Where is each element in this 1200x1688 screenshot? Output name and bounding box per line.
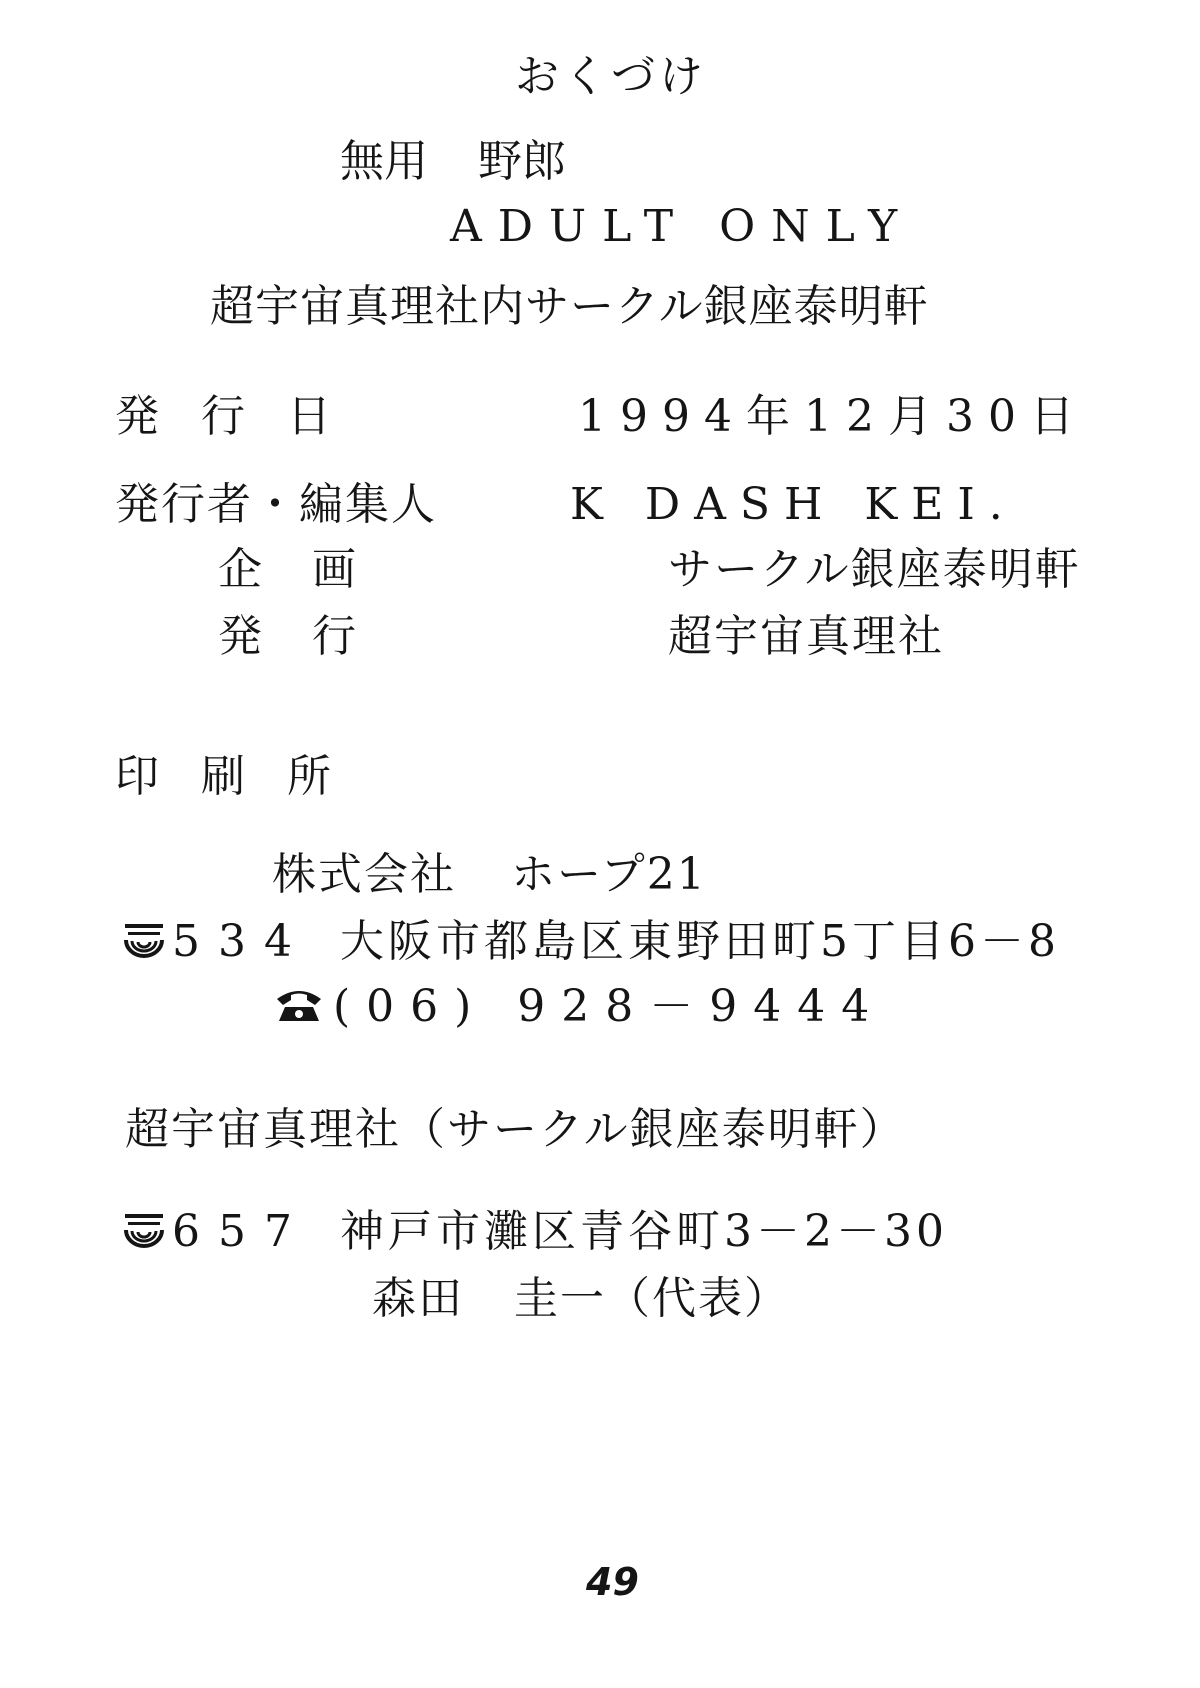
printer-address: 大阪市都島区東野田町5丁目6－8 — [339, 916, 1060, 967]
book-title-part-2: 野郎 — [478, 136, 566, 187]
representative-given-name: 圭一（代表） — [514, 1273, 790, 1324]
printer-phone-number: (06) 928－9444 — [333, 981, 886, 1032]
issue-date-value: 1994年12月30日 — [578, 391, 1088, 442]
contact-postal-code: 657 — [172, 1206, 310, 1257]
contact-representative — [372, 1273, 790, 1324]
postal-mark-icon — [122, 1210, 166, 1250]
issuer-value: 超宇宙真理社 — [668, 611, 944, 662]
circle-name: 超宇宙真理社内サークル銀座泰明軒 — [210, 281, 929, 332]
printer-company — [272, 849, 707, 900]
printer-label: 印刷所 — [115, 751, 373, 802]
contact-address: 神戸市灘区青谷町3－2－30 — [339, 1206, 948, 1257]
representative-surname: 森田 — [372, 1273, 464, 1324]
book-title-part-1: 無用 — [340, 136, 428, 187]
telephone-icon — [275, 985, 323, 1025]
printer-company-type: 株式会社 — [272, 849, 456, 900]
planning-value: サークル銀座泰明軒 — [668, 544, 1081, 595]
printer-address-line — [122, 916, 1060, 967]
planning-label: 企画 — [218, 544, 406, 595]
printer-company-name: ホープ21 — [511, 849, 707, 900]
colophon-title: おくづけ — [515, 51, 707, 102]
book-title — [340, 136, 566, 187]
contact-organization: 超宇宙真理社（サークル銀座泰明軒） — [125, 1104, 906, 1155]
contact-address-line — [122, 1206, 948, 1257]
printer-postal-code: 534 — [172, 916, 310, 967]
rating-notice: ADULT ONLY — [450, 201, 914, 252]
publisher-value: K DASH KEI. — [570, 479, 1017, 530]
issue-date-label: 発行日 — [115, 391, 373, 442]
issuer-label: 発行 — [218, 611, 406, 662]
printer-phone-line — [275, 981, 886, 1032]
postal-mark-icon — [122, 920, 166, 960]
publisher-label: 発行者・編集人 — [115, 479, 437, 530]
page-number: 49 — [586, 1560, 639, 1604]
